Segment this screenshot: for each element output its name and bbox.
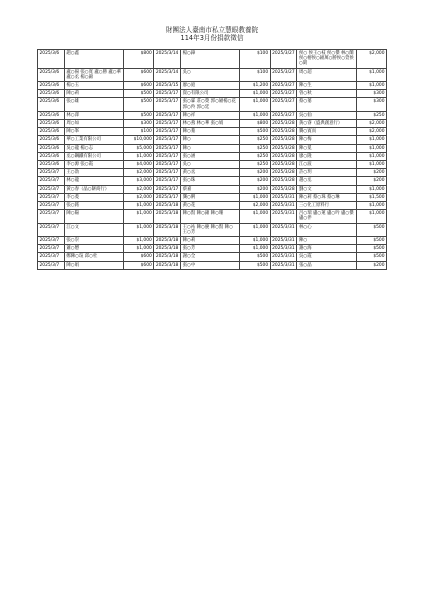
document-title: 財團法人臺南市私立慧眼教養院 bbox=[165, 26, 259, 34]
cell-amount: $300 bbox=[123, 120, 153, 128]
cell-date: 2025/3/31 bbox=[270, 237, 297, 245]
cell-donor: 龔○賓而 bbox=[297, 128, 356, 136]
cell-donor: 江○波 bbox=[297, 161, 356, 169]
cell-date: 2025/3/17 bbox=[154, 111, 181, 119]
cell-amount: $1,500 bbox=[356, 193, 386, 201]
cell-donor: 陳○峯 bbox=[64, 128, 123, 136]
cell-date: 2025/3/18 bbox=[154, 253, 181, 261]
cell-donor: 江○文 bbox=[64, 223, 123, 236]
cell-amount: $1,000 bbox=[240, 237, 270, 245]
table-row bbox=[38, 193, 387, 201]
cell-date: 2025/3/6 bbox=[38, 144, 65, 152]
cell-donor: 周○如 bbox=[64, 120, 123, 128]
cell-amount: $200 bbox=[356, 169, 386, 177]
cell-donor: 謝○海 bbox=[297, 245, 356, 253]
cell-date: 2025/3/27 bbox=[270, 98, 297, 111]
cell-date: 2025/3/31 bbox=[270, 253, 297, 261]
cell-amount: $200 bbox=[356, 261, 386, 269]
cell-date: 2025/3/28 bbox=[270, 169, 297, 177]
cell-donor: 吳○ bbox=[181, 161, 240, 169]
cell-date: 2025/3/14 bbox=[154, 50, 181, 69]
table-row bbox=[38, 253, 387, 261]
donation-table bbox=[37, 49, 387, 270]
table-row bbox=[38, 90, 387, 98]
cell-amount: $800 bbox=[240, 120, 270, 128]
cell-amount: $100 bbox=[240, 50, 270, 69]
cell-date: 2025/3/6 bbox=[38, 50, 65, 69]
cell-amount: $1,000 bbox=[356, 144, 386, 152]
cell-donor: 趙○丞 bbox=[297, 177, 356, 185]
cell-date: 2025/3/17 bbox=[154, 185, 181, 193]
cell-date: 2025/3/31 bbox=[270, 202, 297, 210]
table-row bbox=[38, 185, 387, 193]
cell-donor: 張○崇 bbox=[64, 237, 123, 245]
cell-amount: $1,000 bbox=[356, 161, 386, 169]
cell-date: 2025/3/28 bbox=[270, 144, 297, 152]
cell-date: 2025/3/6 bbox=[38, 82, 65, 90]
table-row bbox=[38, 111, 387, 119]
cell-donor: 陳○賢 陳○錦 陳○珊 bbox=[181, 210, 240, 223]
cell-date: 2025/3/17 bbox=[154, 120, 181, 128]
cell-donor: 蔡○蓁 bbox=[297, 98, 356, 111]
cell-amount: $1,000 bbox=[123, 245, 153, 253]
cell-donor: 周○超 bbox=[297, 68, 356, 81]
cell-donor: 陳○生 bbox=[297, 82, 356, 90]
cell-date: 2025/3/28 bbox=[270, 128, 297, 136]
cell-donor: 吳○ bbox=[181, 68, 240, 81]
cell-amount: $600 bbox=[123, 253, 153, 261]
table-row bbox=[38, 68, 387, 81]
table-row bbox=[38, 82, 387, 90]
cell-donor: 張○霖 莊○榮 郭○穎楊○花 郭○羚 郭○廷 bbox=[181, 98, 240, 111]
cell-donor: 張○雄 bbox=[64, 98, 123, 111]
cell-date: 2025/3/7 bbox=[38, 193, 65, 201]
cell-date: 2025/3/31 bbox=[270, 210, 297, 223]
cell-amount: $2,000 bbox=[123, 185, 153, 193]
cell-donor: 吳○龍 楊○志 bbox=[64, 144, 123, 152]
cell-amount: $500 bbox=[123, 90, 153, 98]
table-row bbox=[38, 161, 387, 169]
cell-amount: $1,000 bbox=[356, 152, 386, 160]
cell-date: 2025/3/27 bbox=[270, 82, 297, 90]
cell-date: 2025/3/7 bbox=[38, 237, 65, 245]
cell-date: 2025/3/28 bbox=[270, 177, 297, 185]
cell-date: 2025/3/18 bbox=[154, 202, 181, 210]
cell-date: 2025/3/7 bbox=[38, 177, 65, 185]
cell-amount: $250 bbox=[240, 152, 270, 160]
cell-amount: $1,000 bbox=[356, 82, 386, 90]
cell-donor: 陳○莉 bbox=[64, 90, 123, 98]
cell-donor: 吳○仙 bbox=[297, 111, 356, 119]
cell-donor: 劉○文 bbox=[297, 185, 356, 193]
cell-amount: $2,000 bbox=[123, 193, 153, 201]
cell-donor: 華○工業有限公司 bbox=[64, 136, 123, 144]
cell-date: 2025/3/18 bbox=[154, 223, 181, 236]
cell-donor: 楊○玉 bbox=[64, 82, 123, 90]
cell-amount: $200 bbox=[240, 177, 270, 185]
cell-donor: 盧○揚 張○寬 盧○勝 盧○華 盧○丞 楊○錦 bbox=[64, 68, 123, 81]
cell-amount: $1,000 bbox=[356, 68, 386, 81]
cell-amount: $1,000 bbox=[240, 210, 270, 223]
cell-amount: $500 bbox=[240, 128, 270, 136]
cell-donor: 陳○娟 bbox=[64, 261, 123, 269]
cell-date: 2025/3/17 bbox=[154, 193, 181, 201]
cell-donor: 王○劭 bbox=[64, 169, 123, 177]
cell-date: 2025/3/17 bbox=[154, 169, 181, 177]
cell-amount: $600 bbox=[123, 68, 153, 81]
cell-date: 2025/3/7 bbox=[38, 169, 65, 177]
cell-amount: $250 bbox=[240, 144, 270, 152]
cell-donor: 龔○俐 bbox=[181, 193, 240, 201]
cell-date: 2025/3/18 bbox=[154, 245, 181, 253]
cell-amount: $1,000 bbox=[240, 98, 270, 111]
table-row bbox=[38, 177, 387, 185]
cell-donor: 蕭○懋 bbox=[64, 245, 123, 253]
cell-date: 2025/3/7 bbox=[38, 185, 65, 193]
cell-date: 2025/3/7 bbox=[38, 223, 65, 236]
cell-donor: 陳○ bbox=[181, 144, 240, 152]
cell-date: 2025/3/7 bbox=[38, 253, 65, 261]
cell-donor: 張○珠 bbox=[181, 177, 240, 185]
cell-amount: $4,000 bbox=[123, 161, 153, 169]
cell-date: 2025/3/28 bbox=[270, 152, 297, 160]
cell-amount: $1,000 bbox=[123, 202, 153, 210]
cell-date: 2025/3/17 bbox=[154, 177, 181, 185]
cell-donor: 林○龍 bbox=[64, 177, 123, 185]
cell-date: 2025/3/27 bbox=[270, 111, 297, 119]
cell-amount: $500 bbox=[356, 253, 386, 261]
cell-amount: $2,000 bbox=[356, 120, 386, 128]
cell-amount: $500 bbox=[240, 253, 270, 261]
cell-amount: $1,000 bbox=[356, 136, 386, 144]
cell-donor: 李○源 張○霞 bbox=[64, 161, 123, 169]
cell-donor: 三○化工原料行 bbox=[297, 202, 356, 210]
cell-amount: $500 bbox=[356, 245, 386, 253]
cell-donor: 廖○隆 bbox=[297, 152, 356, 160]
donation-table-body bbox=[38, 50, 387, 270]
cell-date: 2025/3/28 bbox=[270, 120, 297, 128]
cell-amount: $2,000 bbox=[123, 169, 153, 177]
cell-date: 2025/3/6 bbox=[38, 68, 65, 81]
cell-date: 2025/3/7 bbox=[38, 202, 65, 210]
cell-amount: $1,000 bbox=[240, 193, 270, 201]
table-row bbox=[38, 202, 387, 210]
cell-amount: $200 bbox=[356, 177, 386, 185]
cell-amount: $1,200 bbox=[240, 82, 270, 90]
cell-amount: $3,000 bbox=[123, 177, 153, 185]
document-subtitle: 114年3月份捐款徵信 bbox=[180, 34, 244, 42]
cell-date: 2025/3/28 bbox=[270, 136, 297, 144]
table-row bbox=[38, 50, 387, 69]
cell-date: 2025/3/17 bbox=[154, 144, 181, 152]
cell-donor: 資○有限公司 bbox=[181, 90, 240, 98]
cell-amount: $10,000 bbox=[123, 136, 153, 144]
table-row bbox=[38, 144, 387, 152]
cell-amount: $1,000 bbox=[123, 210, 153, 223]
cell-date: 2025/3/27 bbox=[270, 68, 297, 81]
cell-donor: 張○銘 bbox=[64, 202, 123, 210]
cell-amount: $1,000 bbox=[240, 223, 270, 236]
cell-donor: 陳○莉 蔡○珠 蔡○琳 bbox=[297, 193, 356, 201]
cell-donor: 丞○鋼鐵有限公司 bbox=[64, 152, 123, 160]
cell-amount: $500 bbox=[123, 98, 153, 111]
cell-date: 2025/3/6 bbox=[38, 90, 65, 98]
cell-date: 2025/3/31 bbox=[270, 245, 297, 253]
cell-amount: $600 bbox=[123, 261, 153, 269]
cell-amount: $600 bbox=[123, 82, 153, 90]
table-row bbox=[38, 120, 387, 128]
cell-amount: $2,000 bbox=[356, 128, 386, 136]
cell-donor: 陳○莉 bbox=[181, 237, 240, 245]
cell-date: 2025/3/31 bbox=[270, 223, 297, 236]
cell-amount: $800 bbox=[123, 50, 153, 69]
cell-date: 2025/3/7 bbox=[38, 210, 65, 223]
cell-donor: 陳○ bbox=[297, 237, 356, 245]
cell-donor: 楊○鋒 bbox=[181, 50, 240, 69]
table-row bbox=[38, 128, 387, 136]
cell-amount: $250 bbox=[240, 136, 270, 144]
cell-donor: 呂○瑞 盧○蓮 盧○吟 盧○傑 盧○伴 bbox=[297, 210, 356, 223]
cell-amount: $100 bbox=[240, 68, 270, 81]
cell-donor: 陳○祥 bbox=[181, 111, 240, 119]
cell-amount: $1,000 bbox=[240, 245, 270, 253]
cell-amount: $2,000 bbox=[356, 50, 386, 69]
cell-date: 2025/3/18 bbox=[154, 237, 181, 245]
cell-date: 2025/3/7 bbox=[38, 245, 65, 253]
cell-date: 2025/3/31 bbox=[270, 261, 297, 269]
cell-date: 2025/3/18 bbox=[154, 210, 181, 223]
cell-amount: $1,000 bbox=[123, 237, 153, 245]
cell-donor: 張○中 bbox=[181, 261, 240, 269]
cell-date: 2025/3/17 bbox=[154, 161, 181, 169]
cell-donor: 林○燕 林○華 張○娟 bbox=[181, 120, 240, 128]
cell-donor: 趙○鑫 bbox=[64, 50, 123, 69]
cell-donor: 陳○梅 bbox=[297, 136, 356, 144]
cell-date: 2025/3/27 bbox=[270, 50, 297, 69]
cell-donor: 黃○花 bbox=[181, 202, 240, 210]
cell-date: 2025/3/6 bbox=[38, 136, 65, 144]
cell-date: 2025/3/17 bbox=[154, 128, 181, 136]
cell-donor: 王○祐 陳○慶 陳○賢 陳○ 王○芳 bbox=[181, 223, 240, 236]
table-row bbox=[38, 210, 387, 223]
cell-amount: $1,000 bbox=[240, 90, 270, 98]
table-row bbox=[38, 223, 387, 236]
cell-date: 2025/3/17 bbox=[154, 98, 181, 111]
cell-date: 2025/3/27 bbox=[270, 90, 297, 98]
cell-date: 2025/3/28 bbox=[270, 185, 297, 193]
cell-donor: 黃○丞 bbox=[181, 169, 240, 177]
cell-amount: $1,000 bbox=[356, 202, 386, 210]
cell-donor: 謝○全 bbox=[181, 253, 240, 261]
table-row bbox=[38, 261, 387, 269]
cell-amount: $1,000 bbox=[356, 185, 386, 193]
cell-amount: $500 bbox=[240, 261, 270, 269]
cell-date: 2025/3/15 bbox=[154, 82, 181, 90]
cell-donor: 李○菱 bbox=[64, 193, 123, 201]
cell-date: 2025/3/18 bbox=[154, 261, 181, 269]
cell-amount: $300 bbox=[356, 90, 386, 98]
cell-donor: 張○涵 bbox=[181, 152, 240, 160]
cell-donor: 許○玥 bbox=[297, 169, 356, 177]
cell-amount: $5,000 bbox=[123, 144, 153, 152]
cell-amount: $250 bbox=[356, 111, 386, 119]
cell-amount: $500 bbox=[356, 223, 386, 236]
cell-date: 2025/3/6 bbox=[38, 128, 65, 136]
cell-date: 2025/3/31 bbox=[270, 193, 297, 201]
cell-amount: $200 bbox=[240, 185, 270, 193]
cell-donor: 陳○冕 bbox=[297, 144, 356, 152]
cell-amount: $1,000 bbox=[123, 223, 153, 236]
cell-donor: 陳○蓁 bbox=[181, 128, 240, 136]
table-row bbox=[38, 237, 387, 245]
cell-donor: 黃○睿（盛典創意行） bbox=[297, 120, 356, 128]
cell-donor: 林○心 bbox=[297, 223, 356, 236]
cell-date: 2025/3/6 bbox=[38, 161, 65, 169]
cell-date: 2025/3/7 bbox=[38, 261, 65, 269]
cell-date: 2025/3/6 bbox=[38, 98, 65, 111]
cell-amount: $100 bbox=[123, 128, 153, 136]
cell-amount: $1,000 bbox=[356, 210, 386, 223]
cell-date: 2025/3/6 bbox=[38, 111, 65, 119]
cell-date: 2025/3/6 bbox=[38, 152, 65, 160]
cell-donor: 陳○ bbox=[181, 136, 240, 144]
cell-amount: $1,000 bbox=[123, 152, 153, 160]
cell-donor: 黃○春（晶○餅商行） bbox=[64, 185, 123, 193]
cell-donor: 陳○陽 bbox=[64, 210, 123, 223]
cell-date: 2025/3/17 bbox=[154, 136, 181, 144]
table-row bbox=[38, 245, 387, 253]
cell-donor: 曾○秋 bbox=[297, 90, 356, 98]
cell-amount: $1,000 bbox=[240, 111, 270, 119]
cell-donor: 張○芳 bbox=[181, 245, 240, 253]
cell-amount: $2,000 bbox=[240, 202, 270, 210]
table-row bbox=[38, 152, 387, 160]
cell-amount: $500 bbox=[123, 111, 153, 119]
cell-donor: 林○澤 bbox=[64, 111, 123, 119]
cell-date: 2025/3/17 bbox=[154, 152, 181, 160]
cell-donor: 鄭陳○瑄 邱○杜 bbox=[64, 253, 123, 261]
table-row bbox=[38, 169, 387, 177]
cell-donor: 吳○霞 bbox=[297, 253, 356, 261]
cell-donor: 廖○庭 bbox=[181, 82, 240, 90]
cell-date: 2025/3/17 bbox=[154, 90, 181, 98]
cell-donor: 侯○ 侯王○枝 侯○傑 林○蘭 侯○榕侯○穎萬○勝侯○萱侯○閎 bbox=[297, 50, 356, 69]
cell-amount: $250 bbox=[240, 161, 270, 169]
table-row bbox=[38, 136, 387, 144]
cell-donor: 張○晶 bbox=[297, 261, 356, 269]
cell-amount: $300 bbox=[356, 98, 386, 111]
table-row bbox=[38, 98, 387, 111]
cell-amount: $500 bbox=[356, 237, 386, 245]
cell-date: 2025/3/14 bbox=[154, 68, 181, 81]
cell-donor: 蔡嘉 bbox=[181, 185, 240, 193]
cell-date: 2025/3/6 bbox=[38, 120, 65, 128]
cell-date: 2025/3/28 bbox=[270, 161, 297, 169]
cell-amount: $200 bbox=[240, 169, 270, 177]
